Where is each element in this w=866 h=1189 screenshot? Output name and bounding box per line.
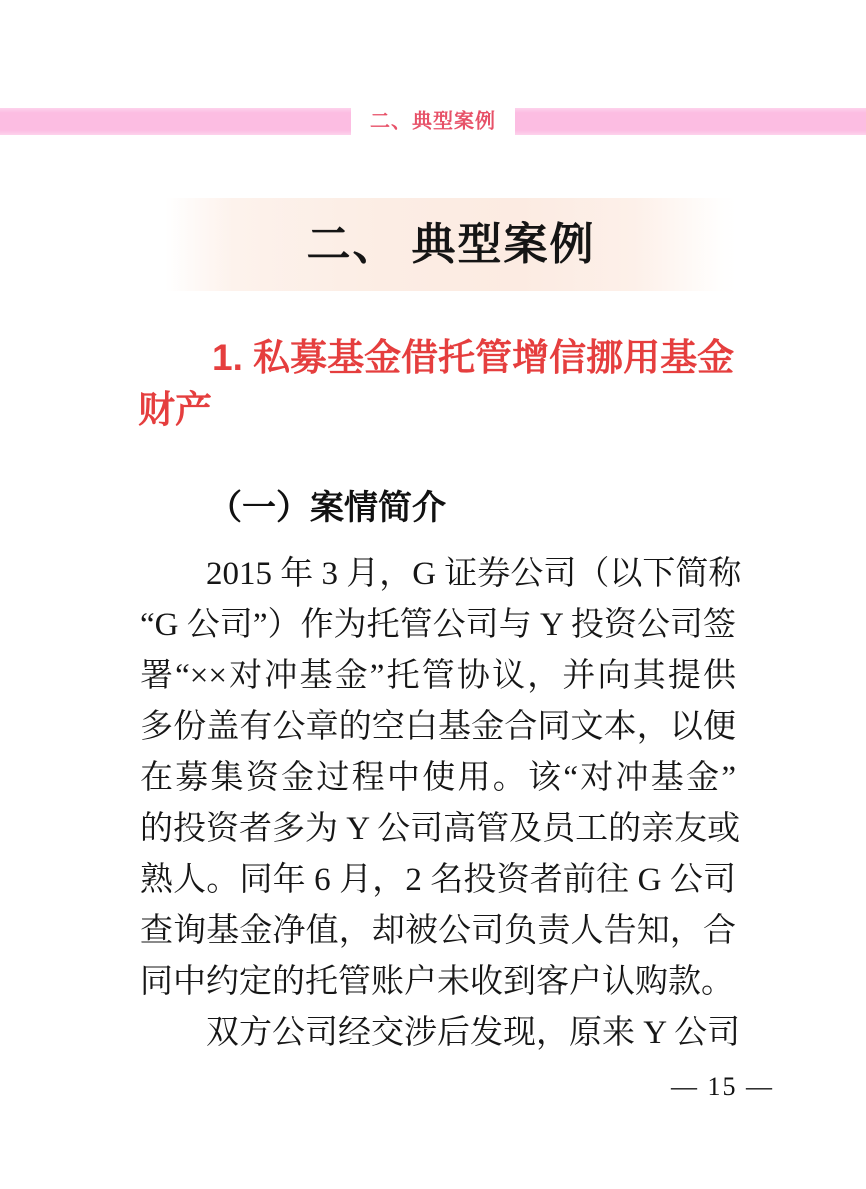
body-line: 双方公司经交涉后发现，原来 Y 公司: [206, 1015, 741, 1051]
chapter-title: 二、 典型案例: [306, 220, 596, 269]
body-text-block: [140, 549, 742, 1059]
chapter-title-banner: [165, 198, 737, 291]
body-line: 的投资者多为 Y 公司高管及员工的亲友或: [140, 811, 741, 847]
body-line: “G 公司”）作为托管公司与 Y 投资公司签: [140, 607, 736, 643]
body-line: 2015 年 3 月，G 证券公司（以下简称: [206, 556, 742, 592]
running-header-band: [0, 108, 866, 135]
body-line: 同中约定的托管账户未收到客户认购款。: [140, 964, 734, 1000]
body-line: 在募集资金过程中使用。该“对冲基金”: [140, 760, 736, 796]
case-subtitle-line-2: 财产: [138, 389, 212, 430]
body-line: 署“××对冲基金”托管协议，并向其提供: [140, 658, 736, 694]
case-subtitle-line-1: 1. 私募基金借托管增信挪用基金: [212, 337, 735, 378]
body-line: 查询基金净值，却被公司负责人告知，合: [140, 913, 736, 949]
body-line: 多份盖有公章的空白基金合同文本，以便: [140, 709, 736, 745]
body-line: 熟人。同年 6 月，2 名投资者前往 G 公司: [140, 862, 736, 898]
running-header-title: 二、典型案例: [351, 107, 515, 136]
section-heading: （一）案情简介: [208, 490, 446, 527]
page-number: — 15 —: [671, 1072, 774, 1101]
